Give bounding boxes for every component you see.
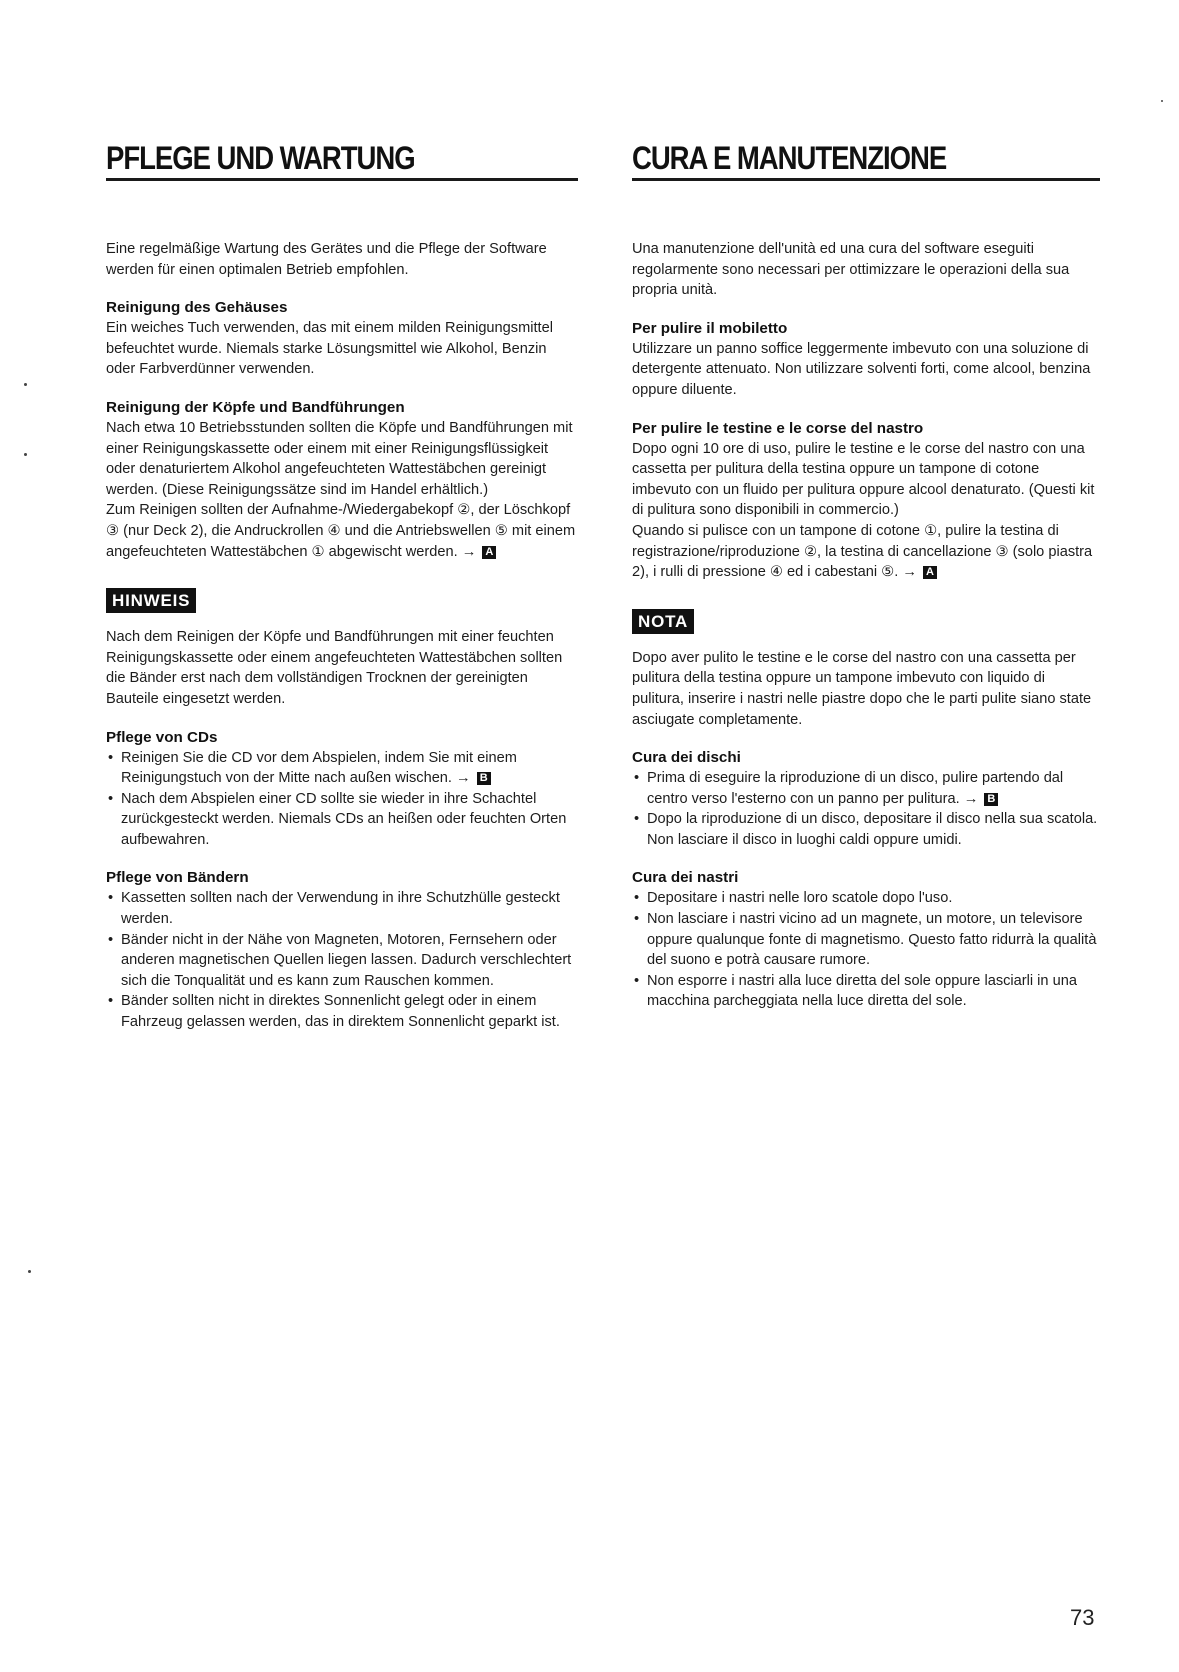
figure-ref-b: B xyxy=(984,793,998,806)
list-item: • Non lasciare i nastri vicino ad un magnete, un motore, un televisore oppure qualunque fonte di magnetismo. Questo fatto ridurrà la qualità del suono e potrà causare rumore. xyxy=(632,909,1100,971)
section-text-heads: Dopo ogni 10 ore di uso, pulire le testine e le corse del nastro con una cassetta per pulitura della testina oppure un tampone di cotone imbevuto con un fluido per pulitura oppure alcool denaturato. (Questi kit di pulitura sono disponibili in commercio.) xyxy=(632,440,1095,519)
list-item: • Prima di eseguire la riproduzione di un disco, pulire partendo dal centro verso l'esterno con un panno per pulitura. → B xyxy=(632,768,1100,809)
scan-speck xyxy=(24,453,27,456)
title-rule xyxy=(106,178,578,181)
heads-parts-text: Zum Reinigen sollten der Aufnahme-/Wiedergabekopf ②, der Löschkopf ③ (nur Deck 2), die Andruckrollen ④ und die Antriebswellen ⑤ mit einem angefeuchteten Wattestäbchen ① abgewischt werden. xyxy=(106,502,576,560)
section-heading-tapes: Cura dei nastri xyxy=(632,869,739,887)
section-heading-heads: Reinigung der Köpfe und Bandführungen xyxy=(106,398,405,416)
scan-speck xyxy=(28,1270,31,1273)
disc-care-list xyxy=(632,768,1100,850)
figure-ref-a: A xyxy=(923,566,937,579)
section-heading-tapes: Pflege von Bändern xyxy=(106,869,249,887)
page-title-german: PFLEGE UND WARTUNG xyxy=(106,140,415,176)
arrow-icon: → xyxy=(963,790,979,807)
list-item: • Dopo la riproduzione di un disco, depositare il disco nella sua scatola. Non lasciare il disco in luoghi caldi oppure umidi. xyxy=(632,809,1100,850)
section-heading-heads: Per pulire le testine e le corse del nastro xyxy=(632,419,924,437)
list-item: • Reinigen Sie die CD vor dem Abspielen, indem Sie mit einem Reinigungstuch von der Mitte nach außen wischen. → B xyxy=(106,748,578,789)
section-heading-housing: Reinigung des Gehäuses xyxy=(106,299,288,317)
italian-column xyxy=(632,140,1100,1012)
arrow-icon: → xyxy=(456,770,471,787)
section-text-heads-parts xyxy=(106,500,578,562)
title-rule xyxy=(632,178,1100,181)
scan-speck xyxy=(1161,100,1163,102)
note-text: Nach dem Reinigen der Köpfe und Bandführungen mit einer feuchten Reinigungskassette oder einem angefeuchteten Wattestäbchen sollten die Bänder erst nach dem vollständigen Trocknen der gereinigten Bauteile eingesetzt werden. xyxy=(106,629,563,707)
section-heading-cabinet: Per pulire il mobiletto xyxy=(632,319,788,337)
list-item: • Bänder nicht in der Nähe von Magneten, Motoren, Fernsehern oder anderen magnetischen Quellen liegen lassen. Dadurch verschlechtert sich die Tonqualität und es kann zum Rauschen kommen. xyxy=(106,930,578,992)
heads-parts-text: Quando si pulisce con un tampone di cotone ①, pulire la testina di registrazione/riproduzione ②, la testina di cancellazione ③ (solo piastra 2), i rulli di pressione ④ ed i cabestani ⑤. xyxy=(632,522,1093,581)
list-item: • Bänder sollten nicht in direktes Sonnenlicht gelegt oder in einem Fahrzeug gelassen werden, das in direktem Sonnenlicht geparkt ist. xyxy=(106,991,578,1032)
scan-speck xyxy=(24,383,27,386)
list-item: • Kassetten sollten nach der Verwendung in ihre Schutzhülle gesteckt werden. xyxy=(106,888,578,929)
section-text-heads-parts xyxy=(632,521,1100,583)
page-title-italian: CURA E MANUTENZIONE xyxy=(632,140,947,176)
intro-paragraph: Eine regelmäßige Wartung des Gerätes und die Pflege der Software werden für einen optimalen Betrieb empfohlen. xyxy=(106,241,547,278)
section-text-heads: Nach etwa 10 Betriebsstunden sollten die Köpfe und Bandführungen mit einer Reinigungskassette oder einem mit einer Reinigungsflüssigkeit oder denaturiertem Alkohol angefeuchteten Wattestäbchen gereinigt werden. (Diese Reinigungssätze sind im Handel erhältlich.) xyxy=(106,419,573,498)
list-item: • Depositare i nastri nelle loro scatole dopo l'uso. xyxy=(632,888,1100,909)
cd-care-list xyxy=(106,748,578,851)
section-text-housing: Ein weiches Tuch verwenden, das mit einem milden Reinigungsmittel befeuchtet wurde. Niemals starke Lösungsmittel wie Alkohol, Benzin oder Farbverdünner verwenden. xyxy=(106,320,553,378)
note-text: Dopo aver pulito le testine e le corse del nastro con una cassetta per pulitura della testina oppure un tampone imbevuto con liquido di pulitura, inserire i nastri nelle piastre dopo che le parti pulite siano state asciugate completamente. xyxy=(632,649,1092,728)
note-badge: HINWEIS xyxy=(106,588,196,613)
page-number: 73 xyxy=(1070,1605,1095,1630)
arrow-icon: → xyxy=(461,543,477,560)
section-heading-cds: Pflege von CDs xyxy=(106,728,218,746)
arrow-icon: → xyxy=(902,564,917,581)
intro-paragraph: Una manutenzione dell'unità ed una cura del software eseguiti regolarmente sono necessari per ottimizzare le operazioni della sua propria unità. xyxy=(632,241,1070,299)
figure-ref-a: A xyxy=(482,546,496,559)
tape-care-list xyxy=(106,888,578,1032)
list-item: • Nach dem Abspielen einer CD sollte sie wieder in ihre Schachtel zurückgesteckt werden. Niemals CDs an heißen oder feuchten Orten aufbewahren. xyxy=(106,789,578,851)
section-text-cabinet: Utilizzare un panno soffice leggermente imbevuto con una soluzione di detergente attenuato. Non utilizzare solventi forti, come alcool, benzina oppure diluente. xyxy=(632,340,1091,398)
tape-care-list xyxy=(632,888,1100,1012)
german-column xyxy=(106,140,578,1033)
note-badge: NOTA xyxy=(632,609,694,634)
list-item: • Non esporre i nastri alla luce diretta del sole oppure lasciarli in una macchina parcheggiata nella luce diretta del sole. xyxy=(632,971,1100,1012)
figure-ref-b: B xyxy=(477,772,491,785)
section-heading-discs: Cura dei dischi xyxy=(632,749,741,767)
